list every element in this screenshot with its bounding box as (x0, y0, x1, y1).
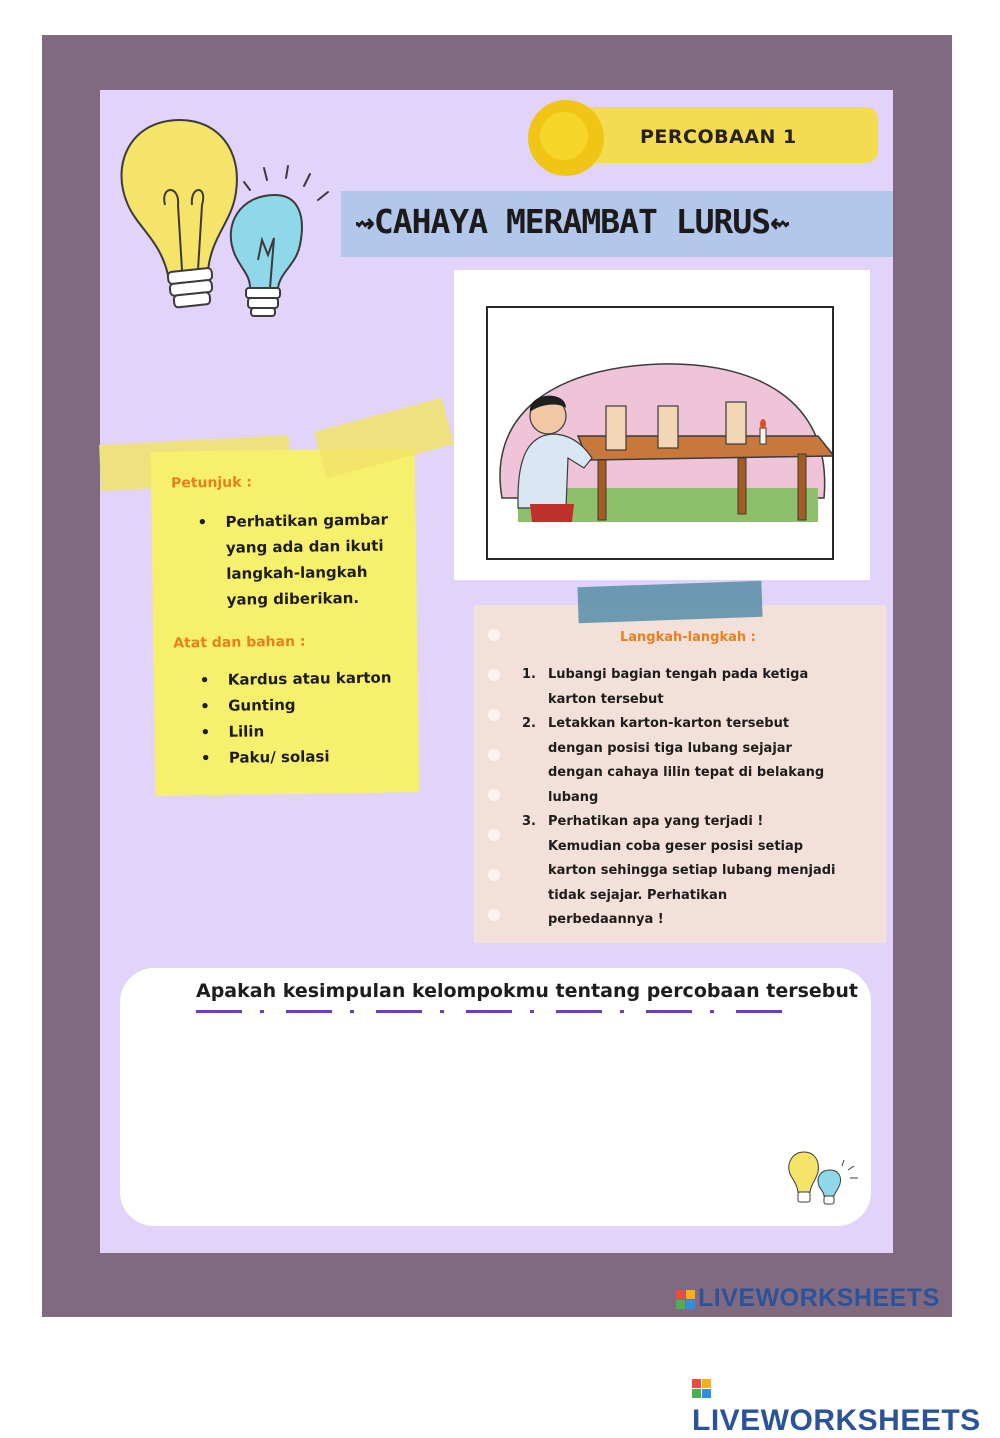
paper-hole (488, 829, 500, 841)
underline-dot (530, 1010, 534, 1013)
experiment-illustration (454, 270, 870, 580)
underline-dot (260, 1010, 264, 1013)
step-item (522, 663, 872, 712)
step-line: Perhatikan apa yang terjadi ! (548, 814, 764, 829)
petunjuk-line: yang ada dan ikuti (225, 536, 384, 557)
watermark-text: LIVEWORKSHEETS (698, 1284, 940, 1312)
paper-hole (488, 749, 500, 761)
petunjuk-line: yang diberikan. (226, 588, 360, 609)
step-line: tidak sejajar. Perhatikan (548, 887, 728, 903)
step-line: lubang (548, 789, 599, 805)
instructions-note (151, 448, 420, 796)
watermark-text: LIVEWORKSHEETS (692, 1404, 981, 1437)
child-table-cards-illustration (488, 308, 832, 558)
step-number: 3. (522, 814, 536, 829)
page-title: ⇝CAHAYA MERAMBAT LURUS⇜ (355, 202, 789, 241)
step-line: dengan cahaya lilin tepat di belakang (548, 765, 825, 780)
answer-input[interactable] (160, 1028, 780, 1198)
petunjuk-heading: Petunjuk : (170, 474, 253, 492)
watermark-inner (676, 1284, 940, 1313)
title-banner (341, 191, 893, 257)
material-item: Gunting (228, 695, 296, 715)
step-line: perbedaannya ! (548, 912, 664, 927)
yellow-bulb-icon (121, 120, 236, 308)
underline-dash (556, 1010, 602, 1013)
underline-dot (350, 1010, 354, 1013)
list-item (200, 717, 392, 746)
steps-heading: Langkah-langkah : (620, 630, 756, 645)
petunjuk-list (197, 507, 389, 614)
blue-bulb-icon (231, 195, 302, 316)
bullet-icon: • (200, 697, 210, 716)
materials-list (200, 665, 393, 772)
tape-strip-blue (577, 581, 762, 623)
mini-bulbs-icon (786, 1148, 866, 1218)
underline-dot (620, 1010, 624, 1013)
steps-paper (474, 605, 886, 943)
step-line: Letakkan karton-karton tersebut (548, 716, 790, 731)
list-item (200, 665, 392, 694)
illustration-frame (486, 306, 834, 560)
petunjuk-line: Perhatikan gambar (225, 510, 389, 531)
underline-dash (196, 1010, 242, 1013)
underline-dash (376, 1010, 422, 1013)
underline-dot (440, 1010, 444, 1013)
watermark-outer (692, 1370, 1000, 1438)
underline-dash (466, 1010, 512, 1013)
light-bulbs-illustration (110, 110, 350, 340)
step-line: Lubangi bagian tengah pada ketiga (548, 667, 809, 682)
material-item: Kardus atau karton (227, 668, 392, 689)
underline-dash (646, 1010, 692, 1013)
experiment-label: PERCOBAAN 1 (640, 126, 797, 148)
bullet-icon: • (200, 749, 211, 768)
paper-hole (488, 909, 500, 921)
material-item: Lilin (228, 722, 265, 741)
badge-circle (528, 100, 604, 176)
step-item (522, 712, 872, 810)
step-line: Kemudian coba geser posisi setiap (548, 838, 804, 854)
answer-box[interactable] (120, 968, 871, 1226)
step-item (522, 810, 872, 933)
list-item (201, 743, 393, 772)
light-rays-icon (244, 166, 328, 200)
liveworksheets-logo-icon (692, 1379, 711, 1398)
steps-list (522, 663, 872, 933)
conclusion-question: Apakah kesimpulan kelompokmu tentang percobaan tersebut (196, 980, 859, 1002)
underline-dash (286, 1010, 332, 1013)
petunjuk-line: langkah-langkah (226, 562, 368, 583)
material-item: Paku/ solasi (228, 747, 330, 767)
bullet-icon: • (200, 723, 211, 742)
paper-hole (488, 789, 500, 801)
step-number: 2. (522, 716, 536, 731)
paper-hole (488, 709, 500, 721)
bullet-icon: • (199, 671, 210, 690)
list-item (200, 691, 392, 720)
paper-hole (488, 629, 500, 641)
underline-dot (710, 1010, 714, 1013)
underline-dash (736, 1010, 782, 1013)
step-line: karton sehingga setiap lubang menjadi (548, 863, 836, 878)
materials-heading: Atat dan bahan : (173, 633, 306, 652)
list-item (197, 507, 389, 614)
paper-hole (488, 669, 500, 681)
experiment-label-badge (528, 100, 878, 170)
step-line: karton tersebut (548, 691, 664, 707)
bullet-icon: • (197, 513, 208, 532)
paper-hole (488, 869, 500, 881)
step-number: 1. (522, 667, 536, 682)
step-line: dengan posisi tiga lubang sejajar (548, 740, 792, 756)
liveworksheets-logo-icon (676, 1290, 695, 1309)
